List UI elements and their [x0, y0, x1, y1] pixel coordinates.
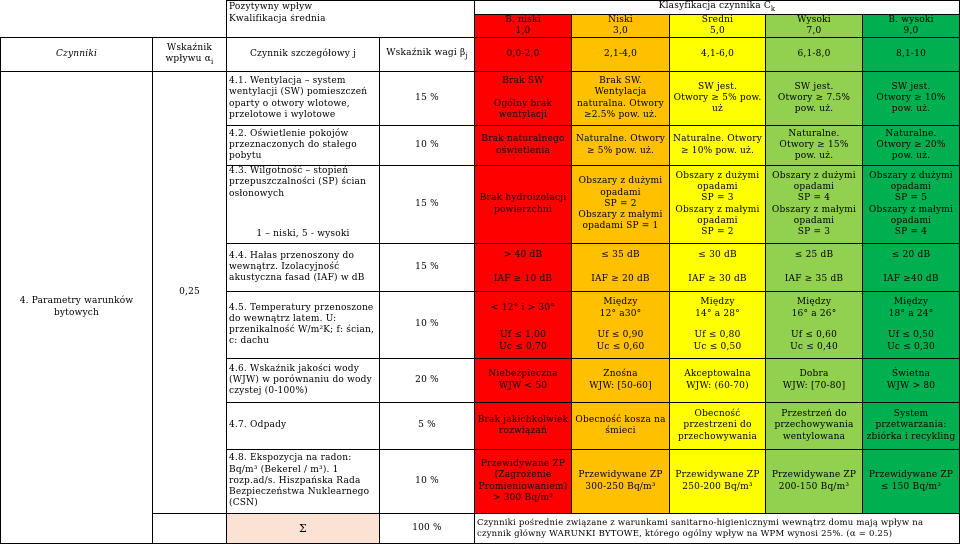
factor-4-5: 4.5. Temperatury przenoszone do wewnątrz latem. U: przenikalność W/m²K; f: ścian, c: dachu [227, 292, 380, 359]
header-classification: Klasyfikacja czynnika $C_k$ [475, 1, 960, 15]
group-name: 4. Parametry warunków bytowych [1, 72, 153, 544]
class-header-3: Średni 5,0 [670, 14, 766, 38]
factor-4-8: 4.8. Ekspozycja na radon: Bq/m³ (Bekerel / m³). 1 rozp.ad/s. Hiszpańska Rada Bezpieczeństwa Nuklearnego (CSN) [227, 450, 380, 514]
cell-4-4-c2: ≤ 35 dB IAF ≥ 20 dB [572, 244, 670, 292]
cell-4-5-c5: Między 18° a 24° Uf ≤ 0,50 Uc ≤ 0,30 [863, 292, 960, 359]
cell-4-8-c3: Przewidywane ZP 250-200 Bq/m³ [670, 450, 766, 514]
weight-4-2: 10 % [380, 126, 475, 166]
cell-4-6-c1: Niebezpieczna WJW < 50 [475, 359, 572, 403]
sum-value: 100 % [380, 514, 475, 544]
class-header-2: Niski 3,0 [572, 14, 670, 38]
header-medium-qualification: Kwalifikacja średnia [227, 14, 475, 38]
factor-4-1: 4.1. Wentylacja – system wentylacji (SW) pomieszczeń oparty o otwory wlotowe, przelotowe i wylotowe [227, 72, 380, 126]
class-header-1: B. niski 1,0 [475, 14, 572, 38]
factor-4-3-note: 1 – niski, 5 - wysoki [256, 228, 350, 239]
cell-4-7-c1: Brak jakichkolwiek rozwiązań [475, 403, 572, 450]
cell-4-5-c2: Między 12° a30° Uf ≤ 0,90 Uc ≤ 0,60 [572, 292, 670, 359]
cell-4-8-c1: Przewidywane ZP (Zagrożenie Promieniowaniem) > 300 Bq/m³ [475, 450, 572, 514]
cell-4-4-c1: > 40 dB IAF ≥ 10 dB [475, 244, 572, 292]
sum-note: Czynniki pośrednie związane z warunkami sanitarno-higienicznymi wewnątrz domu mają wpływ na czynnik główny WARUNKI BYTOWE, którego ogólny wpływ na WPM wynosi 25%. (α = 0.25) [475, 514, 960, 544]
col-header-impact: Wskaźnik wpływu $\alpha_i$ [153, 38, 227, 72]
class-range-2: 2,1-4,0 [572, 38, 670, 72]
cell-4-6-c2: Znośna WJW: [50-60] [572, 359, 670, 403]
sum-symbol: Σ [227, 514, 380, 544]
cell-4-1-c3: SW jest. Otwory ≥ 5% pow. uż [670, 72, 766, 126]
cell-4-6-c4: Dobra WJW: [70-80] [766, 359, 863, 403]
cell-4-7-c3: Obecność przestrzeni do przechowywania [670, 403, 766, 450]
cell-4-4-c4: ≤ 25 dB IAF ≥ 35 dB [766, 244, 863, 292]
class-range-4: 6,1-8,0 [766, 38, 863, 72]
col-header-weight: Wskaźnik wagi $\beta_j$ [380, 38, 475, 72]
cell-4-4-c5: ≤ 20 dB IAF ≥40 dB [863, 244, 960, 292]
cell-4-3-c5: Obszary z dużymi opadami SP = 5 Obszary z małymi opadami SP = 4 [863, 166, 960, 244]
factor-4-3: 4.3. Wilgotność – stopień przepuszczalności (SP) ścian osłonowych 1 – niski, 5 - wysoki [227, 166, 380, 244]
col-header-detailed-factor: Czynnik szczegółowy j [227, 38, 380, 72]
cell-4-5-c3: Między 14° a 28° Uf ≤ 0,80 Uc ≤ 0,50 [670, 292, 766, 359]
sum-spacer [153, 514, 227, 544]
weight-4-5: 10 % [380, 292, 475, 359]
cell-4-7-c4: Przestrzeń do przechowywania wentylowana [766, 403, 863, 450]
class-range-1: 0,0-2,0 [475, 38, 572, 72]
weight-4-7: 5 % [380, 403, 475, 450]
cell-4-8-c4: Przewidywane ZP 200-150 Bq/m³ [766, 450, 863, 514]
weight-4-4: 15 % [380, 244, 475, 292]
cell-4-3-c1: Brak hydroizolacji powierzchni [475, 166, 572, 244]
col-header-factors: Czynniki [1, 38, 153, 72]
cell-4-6-c3: Akceptowalna WJW: (60-70) [670, 359, 766, 403]
cell-4-1-c5: SW jest. Otwory ≥ 10% pow. uż. [863, 72, 960, 126]
weight-4-3: 15 % [380, 166, 475, 244]
class-header-5: B. wysoki 9,0 [863, 14, 960, 38]
cell-4-1-c2: Brak SW. Wentylacja naturalna. Otwory ≥2.5% pow. uż. [572, 72, 670, 126]
header-blank [1, 1, 227, 15]
cell-4-2-c5: Naturalne. Otwory ≥ 20% pow. uż. [863, 126, 960, 166]
cell-4-5-c4: Między 16° a 26° Uf ≤ 0,60 Uc ≤ 0,40 [766, 292, 863, 359]
cell-4-7-c5: System przetwarzania: zbiórka i recykling [863, 403, 960, 450]
cell-4-3-c4: Obszary z dużymi opadami SP = 4 Obszary z małymi opadami SP = 3 [766, 166, 863, 244]
factor-4-2: 4.2. Oświetlenie pokojów przeznaczonych do stałego pobytu [227, 126, 380, 166]
cell-4-8-c5: Przewidywane ZP ≤ 150 Bq/m³ [863, 450, 960, 514]
cell-4-8-c2: Przewidywane ZP 300-250 Bq/m³ [572, 450, 670, 514]
factor-4-4: 4.4. Hałas przenoszony do wewnątrz. Izolacyjność akustyczna fasad (IAF) w dB [227, 244, 380, 292]
group-alpha: 0,25 [153, 72, 227, 514]
class-header-4: Wysoki 7,0 [766, 14, 863, 38]
factor-4-6: 4.6. Wskaźnik jakości wody (WJW) w porównaniu do wody czystej (0-100%) [227, 359, 380, 403]
cell-4-3-c3: Obszary z dużymi opadami SP = 3 Obszary z małymi opadami SP = 2 [670, 166, 766, 244]
header-blank-2 [1, 14, 227, 38]
cell-4-6-c5: Świetna WJW > 80 [863, 359, 960, 403]
cell-4-5-c1: < 12° i > 30° Uf ≤ 1,00 Uc ≤ 0,70 [475, 292, 572, 359]
cell-4-4-c3: ≤ 30 dB IAF ≥ 30 dB [670, 244, 766, 292]
class-range-5: 8,1-10 [863, 38, 960, 72]
factor-4-7: 4.7. Odpady [227, 403, 380, 450]
weight-4-8: 10 % [380, 450, 475, 514]
class-range-3: 4,1-6,0 [670, 38, 766, 72]
cell-4-3-c2: Obszary z dużymi opadami SP = 2 Obszary z małymi opadami SP = 1 [572, 166, 670, 244]
cell-4-7-c2: Obecność kosza na śmieci [572, 403, 670, 450]
weight-4-6: 20 % [380, 359, 475, 403]
cell-4-2-c1: Brak naturalnego oświetlenia [475, 126, 572, 166]
weight-4-1: 15 % [380, 72, 475, 126]
cell-4-2-c2: Naturalne. Otwory ≥ 5% pow. uż. [572, 126, 670, 166]
cell-4-1-c4: SW jest. Otwory ≥ 7.5% pow. uż. [766, 72, 863, 126]
cell-4-2-c4: Naturalne. Otwory ≥ 15% pow. uż. [766, 126, 863, 166]
table-row [1, 72, 960, 126]
cell-4-1-c1: Brak SW Ogólny brak wentylacji [475, 72, 572, 126]
header-positive-impact: Pozytywny wpływ [227, 1, 475, 15]
cell-4-2-c3: Naturalne. Otwory ≥ 10% pow. uż. [670, 126, 766, 166]
